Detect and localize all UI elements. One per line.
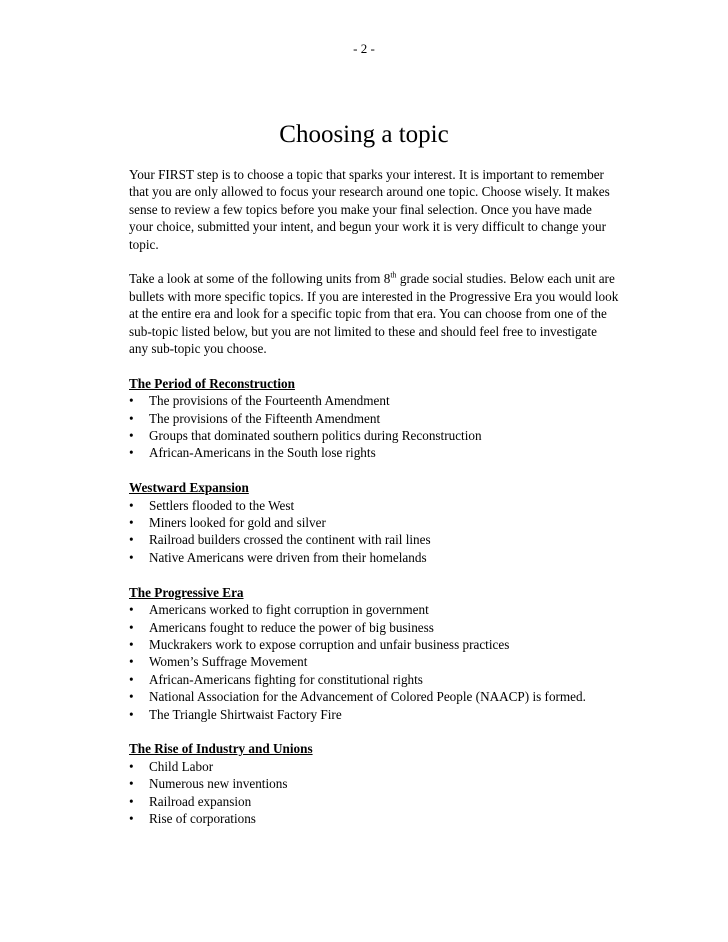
list-item-text: Americans worked to fight corruption in government (149, 602, 429, 618)
bullet-icon: • (129, 515, 134, 531)
list-item-text: Rise of corporations (149, 810, 256, 826)
units-paragraph-rest: grade social studies. Below each unit are bullets with more specific topics. If you are interested in the Progressive Era you would look at the entire era and look for a specific topic from that era. You can choose from one of the sub-topic listed below, but you are not limited to these and should feel free to investigate any sub-topic you choose. (129, 271, 619, 357)
section-heading: The Rise of Industry and Unions (129, 741, 313, 757)
intro-paragraph: Your FIRST step is to choose a topic that sparks your interest. It is important to remember that you are only allowed to focus your research around one topic. Choose wisely. It makes sense to review a few topics before you make your final selection. Once you have made your choice, submitted your intent, and begun your work it is very difficult to change your topic. (129, 167, 610, 252)
list-item (129, 636, 619, 653)
bullet-icon: • (129, 689, 134, 705)
units-paragraph-start: Take a look at some of the following units from 8 (129, 271, 391, 287)
spacer (129, 566, 619, 583)
list-item (129, 706, 619, 723)
spacer (129, 357, 619, 374)
bullet-list (129, 601, 619, 723)
list-item (129, 810, 619, 827)
bullet-icon: • (129, 393, 134, 409)
bullet-icon: • (129, 654, 134, 670)
document-body (129, 166, 619, 827)
list-item (129, 392, 619, 409)
list-item (129, 688, 619, 705)
list-item-text: African-Americans in the South lose rights (149, 445, 376, 461)
list-item-text: African-Americans fighting for constitutional rights (149, 671, 423, 687)
section-heading: The Progressive Era (129, 584, 244, 600)
list-item-text: National Association for the Advancement of Colored People (NAACP) is formed. (149, 689, 586, 705)
topic-section (129, 740, 619, 827)
list-item (129, 531, 619, 548)
bullet-icon: • (129, 428, 134, 444)
bullet-icon: • (129, 671, 134, 687)
list-item-text: Settlers flooded to the West (149, 497, 295, 513)
list-item-text: The provisions of the Fourteenth Amendment (149, 393, 390, 409)
list-item-text: Railroad builders crossed the continent with rail lines (149, 532, 431, 548)
list-item (129, 549, 619, 566)
bullet-icon: • (129, 793, 134, 809)
spacer (129, 723, 619, 740)
bullet-icon: • (129, 445, 134, 461)
list-item (129, 514, 619, 531)
bullet-icon: • (129, 776, 134, 792)
section-heading: The Period of Reconstruction (129, 375, 295, 391)
page-title: Choosing a topic (279, 121, 449, 148)
list-item (129, 497, 619, 514)
list-item (129, 793, 619, 810)
bullet-icon: • (129, 758, 134, 774)
list-item (129, 410, 619, 427)
bullet-list (129, 392, 619, 462)
list-item-text: The Triangle Shirtwaist Factory Fire (149, 706, 342, 722)
bullet-icon: • (129, 602, 134, 618)
list-item-text: Groups that dominated southern politics during Reconstruction (149, 428, 482, 444)
section-heading: Westward Expansion (129, 480, 249, 496)
bullet-icon: • (129, 532, 134, 548)
list-item (129, 758, 619, 775)
bullet-icon: • (129, 636, 134, 652)
topic-section (129, 584, 619, 723)
list-item (129, 444, 619, 461)
list-item (129, 775, 619, 792)
bullet-list (129, 758, 619, 828)
ordinal-superscript: th (390, 271, 397, 281)
topic-section (129, 375, 619, 462)
list-item-text: Americans fought to reduce the power of big business (149, 619, 434, 635)
list-item-text: Native Americans were driven from their homelands (149, 549, 427, 565)
list-item (129, 653, 619, 670)
bullet-icon: • (129, 549, 134, 565)
list-item (129, 671, 619, 688)
list-item-text: Numerous new inventions (149, 776, 288, 792)
spacer (129, 462, 619, 479)
list-item-text: Miners looked for gold and silver (149, 515, 326, 531)
list-item-text: Women’s Suffrage Movement (149, 654, 308, 670)
bullet-icon: • (129, 497, 134, 513)
bullet-list (129, 497, 619, 567)
topic-sections (129, 357, 619, 827)
list-item (129, 427, 619, 444)
bullet-icon: • (129, 706, 134, 722)
units-paragraph (129, 270, 619, 357)
list-item-text: Railroad expansion (149, 793, 252, 809)
list-item-text: Child Labor (149, 758, 214, 774)
bullet-icon: • (129, 810, 134, 826)
spacer (129, 253, 619, 270)
page-number: - 2 - (353, 41, 375, 56)
list-item-text: The provisions of the Fifteenth Amendment (149, 410, 381, 426)
topic-section (129, 479, 619, 566)
list-item (129, 601, 619, 618)
bullet-icon: • (129, 410, 134, 426)
list-item-text: Muckrakers work to expose corruption and unfair business practices (149, 636, 510, 652)
bullet-icon: • (129, 619, 134, 635)
list-item (129, 619, 619, 636)
